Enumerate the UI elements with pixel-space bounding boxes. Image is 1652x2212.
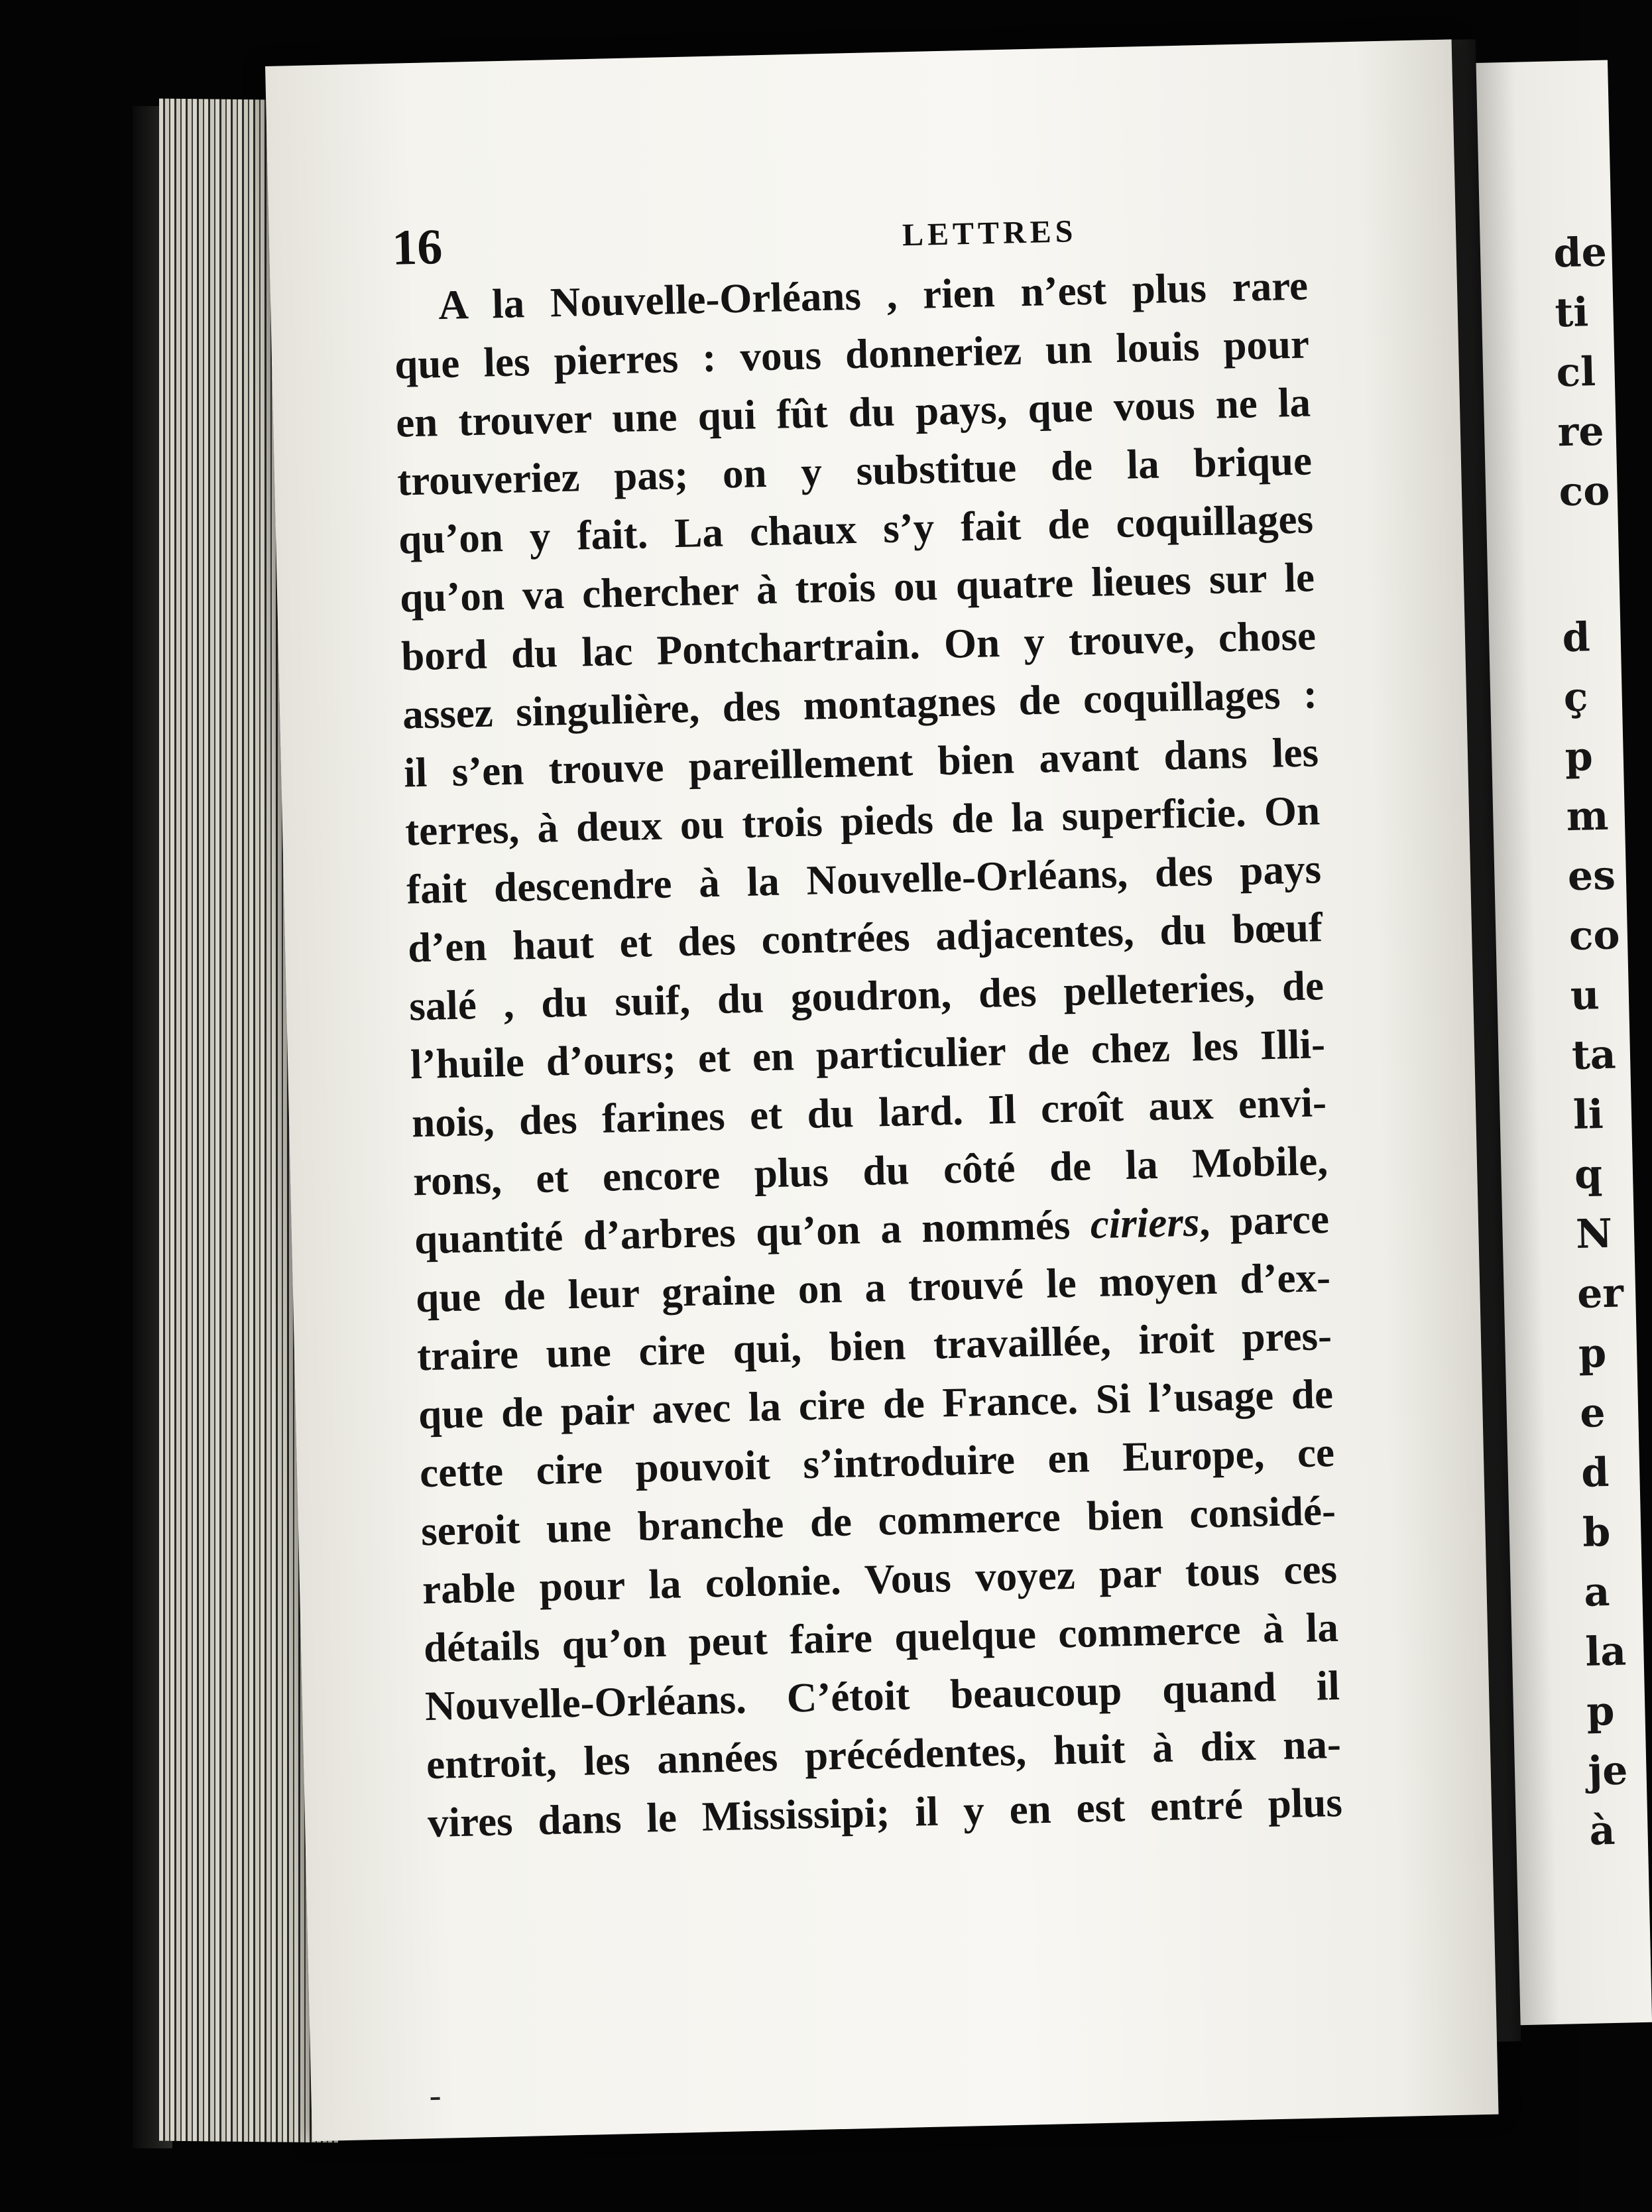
left-page xyxy=(265,39,1499,2141)
text-line: cette cire pouvoit s’introduire en Europe, ce xyxy=(419,1428,1335,1497)
running-head: LETTRES xyxy=(902,214,1077,253)
facing-page-fragment: d xyxy=(1580,1449,1610,1497)
text-line: fait descendre à la Nouvelle-Orléans, des pays xyxy=(406,845,1322,913)
facing-page-fragment: u xyxy=(1570,972,1600,1020)
text-line: en trouver une qui fût du pays, que vous ne la xyxy=(395,379,1311,446)
body-text xyxy=(392,256,1343,1852)
text-line: d’en haut et des contrées adjacentes, du bœuf xyxy=(407,904,1323,971)
text-line: assez singulière, des montagnes de coquillages : xyxy=(402,670,1318,738)
page-number: 16 xyxy=(391,219,443,276)
facing-page-fragment: a xyxy=(1583,1568,1611,1616)
facing-page-fragment: ti xyxy=(1554,289,1589,337)
footer-mark xyxy=(431,2097,440,2100)
text-line: rable pour la colonie. Vous voyez par tous ces xyxy=(422,1545,1338,1613)
text-line: qu’on va chercher à trois ou quatre lieues sur le xyxy=(399,554,1315,621)
text-line: salé , du suif, du goudron, des pelleteries, de xyxy=(408,962,1325,1030)
text-line: il s’en trouve pareillement bien avant dans les xyxy=(403,729,1319,796)
facing-page-fragment: la xyxy=(1584,1628,1627,1676)
facing-page-fragment: je xyxy=(1587,1747,1629,1795)
text-line: que les pierres : vous donneriez un louis pour xyxy=(394,320,1310,388)
text-line: Nouvelle-Orléans. C’étoit beaucoup quand il xyxy=(424,1662,1340,1730)
text-line: traire une cire qui, bien travaillée, iroit pres- xyxy=(416,1312,1332,1380)
text-line: l’huile d’ours; et en particulier de chez les Illi- xyxy=(410,1020,1326,1088)
facing-page-fragment: q xyxy=(1574,1151,1603,1199)
facing-page-fragment: e xyxy=(1579,1390,1606,1437)
text-line: rons, et encore plus du côté de la Mobile, xyxy=(412,1137,1328,1205)
text-line: A la Nouvelle-Orléans , rien n’est plus rare xyxy=(438,262,1309,329)
text-line: que de leur graine on a trouvé le moyen d’ex- xyxy=(415,1254,1331,1321)
text-line: terres, à deux ou trois pieds de la superficie. On xyxy=(404,787,1321,855)
text-line: trouveriez pas; on y substitue de la brique xyxy=(396,437,1313,505)
facing-page-fragment: d xyxy=(1561,614,1591,662)
text-line: seroit une branche de commerce bien considé- xyxy=(420,1487,1336,1555)
facing-page-fragment: re xyxy=(1557,408,1605,456)
italic-word: ciriers xyxy=(1090,1198,1201,1248)
facing-page-fragment: b xyxy=(1582,1508,1612,1556)
facing-page-fragment: p xyxy=(1586,1688,1616,1735)
facing-page-fragment: er xyxy=(1576,1270,1624,1318)
facing-page-fragment: li xyxy=(1572,1091,1604,1139)
facing-page-fragment: m xyxy=(1566,792,1610,841)
text-line: bord du lac Pontchartrain. On y trouve, chose xyxy=(400,612,1317,680)
facing-page-fragment: cl xyxy=(1555,349,1596,397)
facing-page-fragment: ta xyxy=(1571,1031,1617,1079)
facing-page-fragment: p xyxy=(1578,1330,1607,1377)
text-line: entroit, les années précédentes, huit à dix na- xyxy=(426,1720,1342,1788)
facing-page-fragment: à xyxy=(1588,1807,1616,1855)
text-line: qu’on y fait. La chaux s’y fait de coquillages xyxy=(398,495,1314,563)
text-line: vires dans le Mississipi; il y en est entré plus xyxy=(427,1778,1343,1847)
facing-page-fragment: N xyxy=(1575,1210,1613,1258)
text-line: détails qu’on peut faire quelque commerce à la xyxy=(423,1603,1339,1672)
facing-page-fragment: co xyxy=(1558,467,1611,516)
facing-page-fragment: de xyxy=(1553,229,1608,277)
text-line: nois, des farines et du lard. Il croît aux envi- xyxy=(411,1079,1327,1146)
facing-page-fragment: es xyxy=(1567,852,1616,900)
text-line: que de pair avec la cire de France. Si l’usage de xyxy=(418,1370,1334,1438)
facing-page-fragment: co xyxy=(1568,912,1621,960)
facing-page-fragment: p xyxy=(1564,733,1594,781)
text-line: quantité d’arbres qu’on a nommés ciriers, parce xyxy=(414,1196,1330,1263)
facing-page-fragment: ç xyxy=(1563,674,1589,721)
